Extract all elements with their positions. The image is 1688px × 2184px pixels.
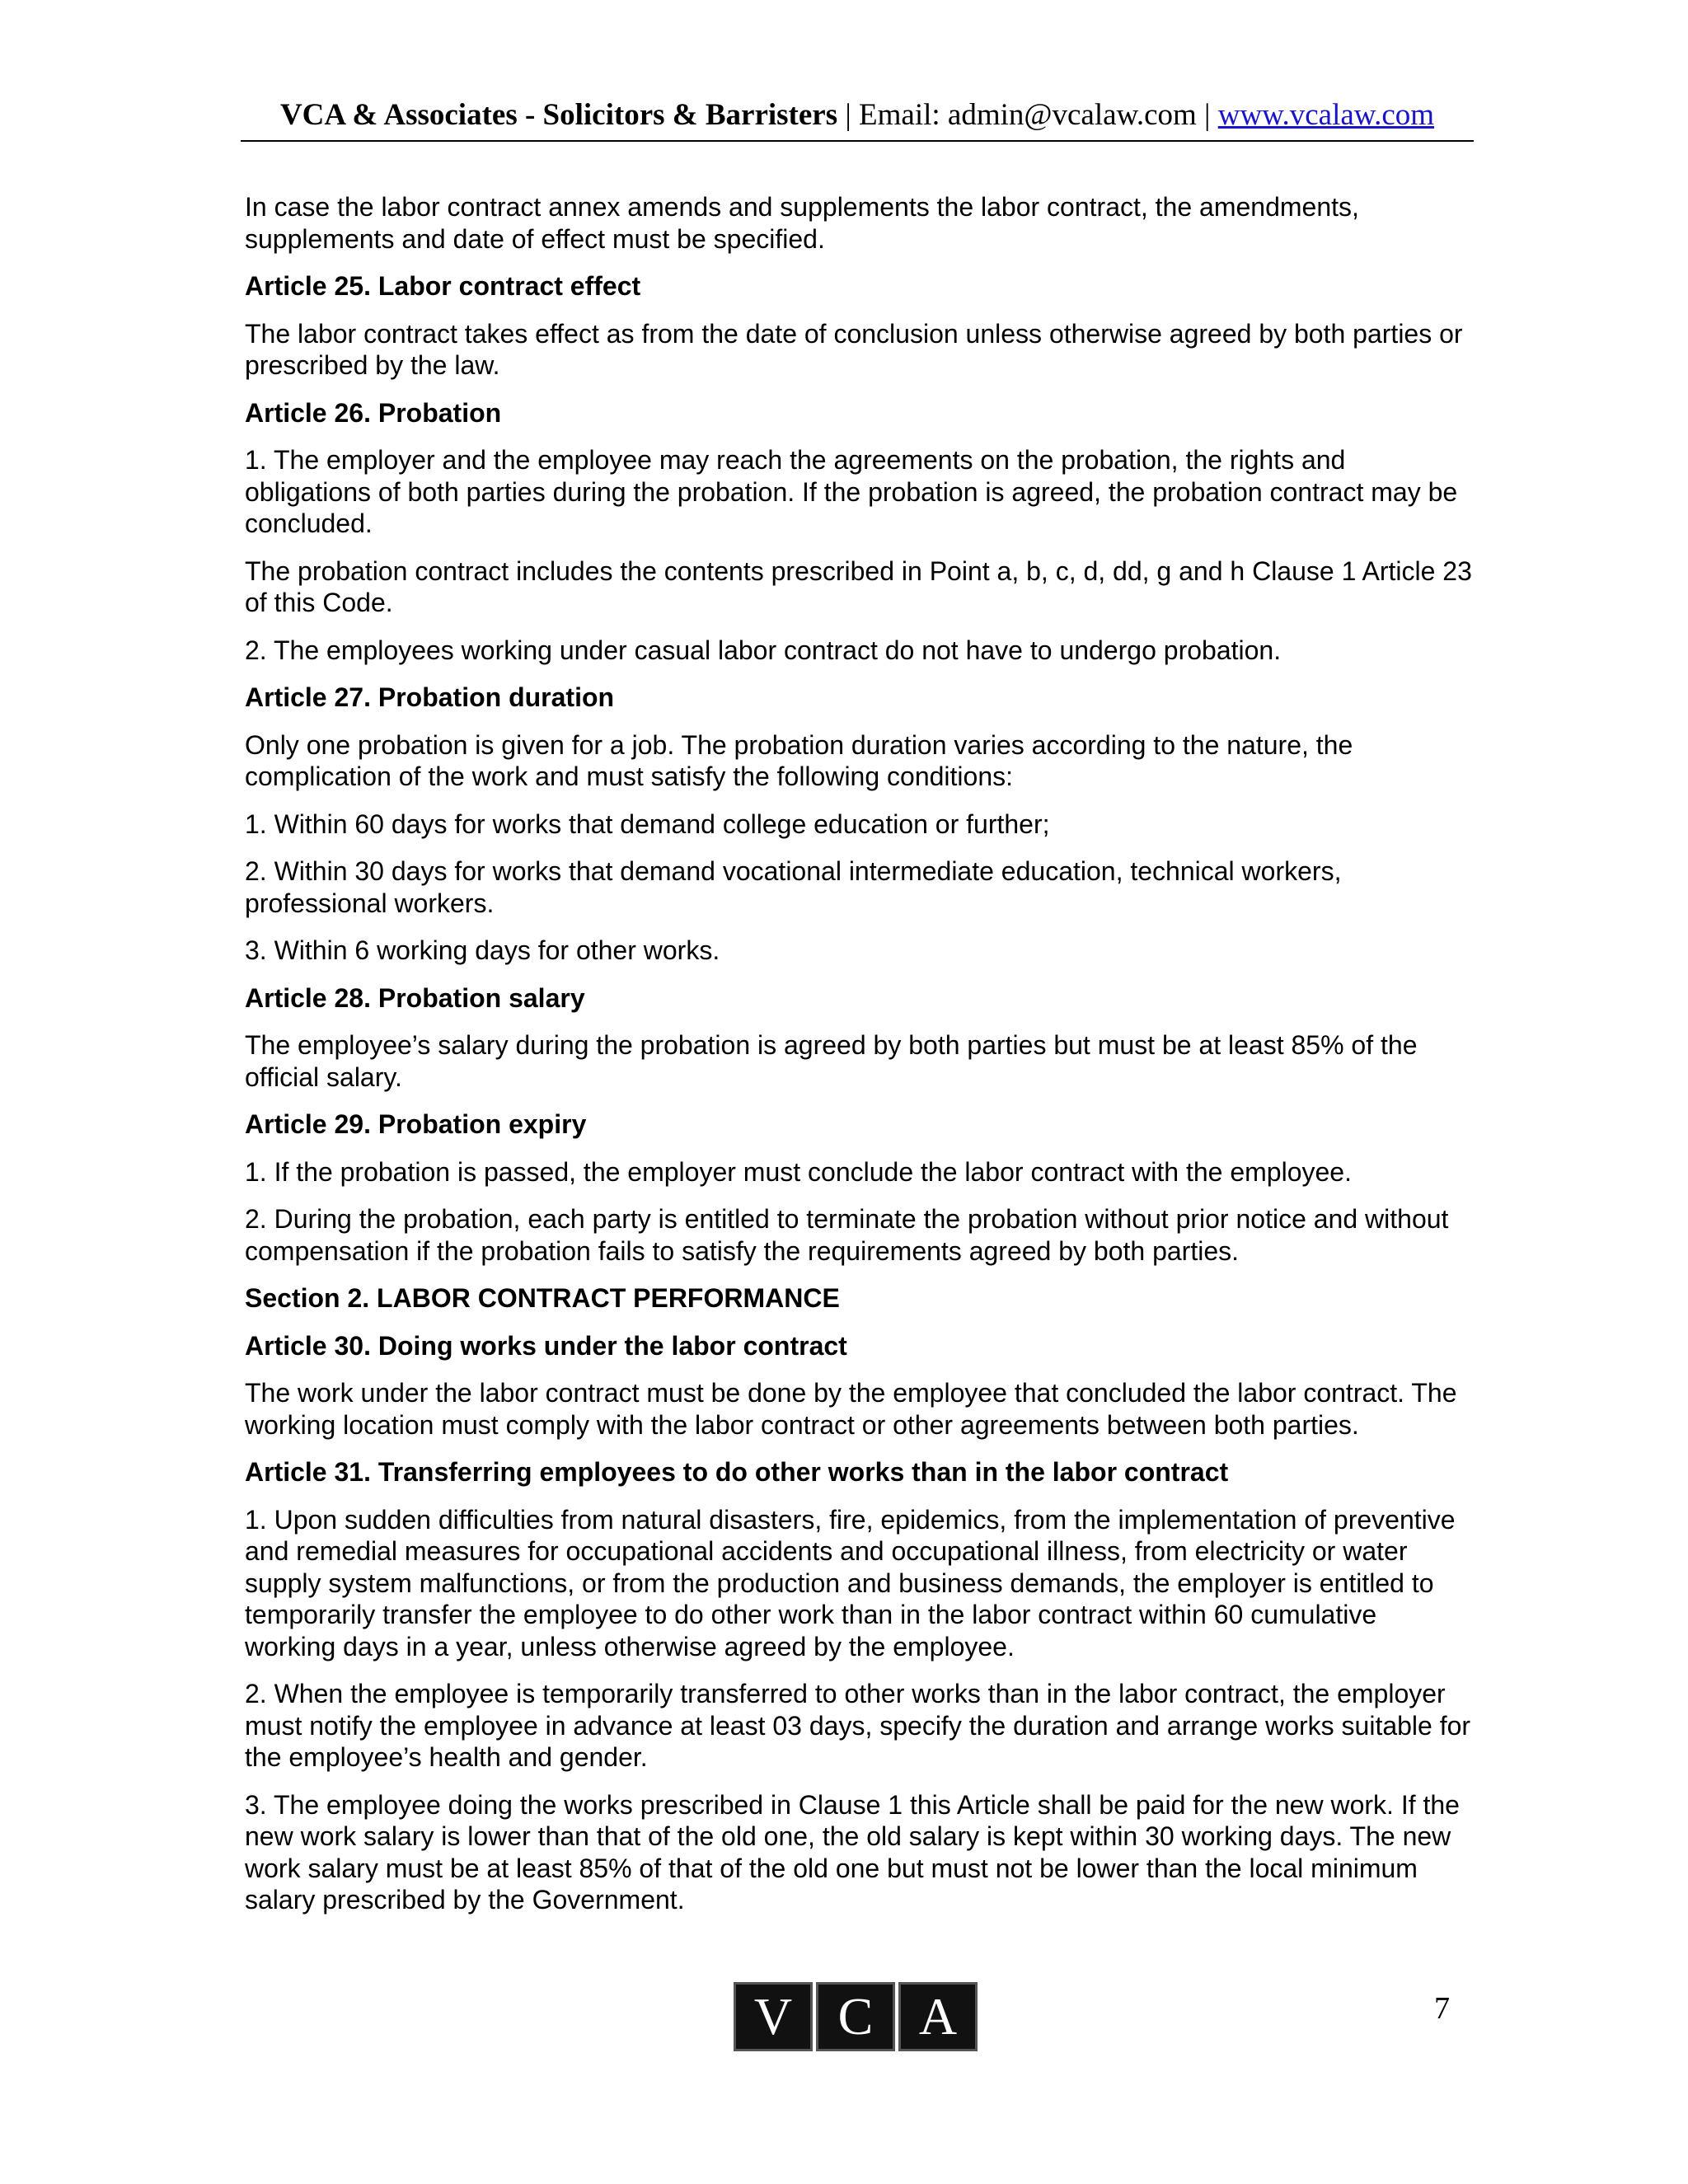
page-header	[241, 94, 1474, 142]
logo-letter: V	[734, 1982, 813, 2051]
paragraph: 2. During the probation, each party is entitled to terminate the probation without prior notice and without compensation if the probation fails to satisfy the requirements agreed by both parties.	[245, 1204, 1449, 1266]
paragraph: 3. The employee doing the works prescribed in Clause 1 this Article shall be paid for the new work. If the new work salary is lower than that of the old one, the old salary is kept within 30 working days. The new work salary must be at least 85% of that of the old one but must not be lower than the local minimum salary prescribed by the Government.	[245, 1789, 1460, 1915]
website-link[interactable]: www.vcalaw.com	[1217, 98, 1435, 132]
document-body	[245, 191, 1475, 1932]
paragraph: The employee’s salary during the probation is agreed by both parties but must be at least 85% of the official salary.	[245, 1030, 1418, 1092]
vca-logo	[734, 1982, 978, 2051]
header-separator: |	[837, 98, 860, 132]
paragraph: 3. Within 6 working days for other works.	[245, 935, 720, 965]
paragraph: 1. The employer and the employee may reach the agreements on the probation, the rights and obligations of both parties during the probation. If the probation is agreed, the probation contract may be concluded.	[245, 445, 1458, 538]
firm-name: VCA & Associates - Solicitors & Barristers	[279, 98, 838, 132]
header-separator: |	[1196, 98, 1218, 132]
paragraph: 2. When the employee is temporarily transferred to other works than in the labor contract, the employer must notify the employee in advance at least 03 days, specify the duration and arrange works suitable for the employee’s health and gender.	[245, 1679, 1471, 1772]
header-email: Email: admin@vcalaw.com	[859, 98, 1197, 132]
article-heading: Article 27. Probation duration	[245, 682, 615, 712]
paragraph: The work under the labor contract must be done by the employee that concluded the labor contract. The working location must comply with the labor contract or other agreements between both parties.	[245, 1378, 1457, 1440]
paragraph: Only one probation is given for a job. The probation duration varies according to the nature, the complication of the work and must satisfy the following conditions:	[245, 729, 1353, 791]
paragraph: 2. Within 30 days for works that demand vocational intermediate education, technical workers, professional workers.	[245, 856, 1342, 918]
paragraph: 2. The employees working under casual labor contract do not have to undergo probation.	[245, 635, 1282, 665]
article-heading: Article 29. Probation expiry	[245, 1109, 587, 1139]
paragraph: 1. If the probation is passed, the employer must conclude the labor contract with the employee.	[245, 1156, 1352, 1187]
paragraph: In case the labor contract annex amends and supplements the labor contract, the amendments, supplements and date of effect must be specified.	[245, 192, 1359, 254]
section-heading: Section 2. LABOR CONTRACT PERFORMANCE	[245, 1283, 840, 1313]
article-heading: Article 30. Doing works under the labor contract	[245, 1330, 847, 1361]
logo-letter: C	[816, 1982, 895, 2051]
article-heading: Article 26. Probation	[245, 397, 502, 428]
logo-letter: A	[898, 1982, 978, 2051]
page-number: 7	[1434, 1991, 1450, 2026]
paragraph: The probation contract includes the contents prescribed in Point a, b, c, d, dd, g and h Clause 1 Article 23 of this Code.	[245, 555, 1472, 617]
paragraph: The labor contract takes effect as from the date of conclusion unless otherwise agreed by both parties or prescribed by the law.	[245, 318, 1463, 380]
article-heading: Article 25. Labor contract effect	[245, 271, 641, 301]
paragraph: 1. Upon sudden difficulties from natural disasters, fire, epidemics, from the implementation of preventive and remedial measures for occupational accidents and occupational illness, from electricity or water supply system malfunctions, or from the production and business demands, the employer is entitled to temporarily transfer the employee to do other work than in the labor contract within 60 cumulative working days in a year, unless otherwise agreed by the employee.	[245, 1504, 1456, 1661]
article-heading: Article 31. Transferring employees to do other works than in the labor contract	[245, 1457, 1229, 1487]
article-heading: Article 28. Probation salary	[245, 982, 585, 1013]
paragraph: 1. Within 60 days for works that demand college education or further;	[245, 808, 1050, 839]
